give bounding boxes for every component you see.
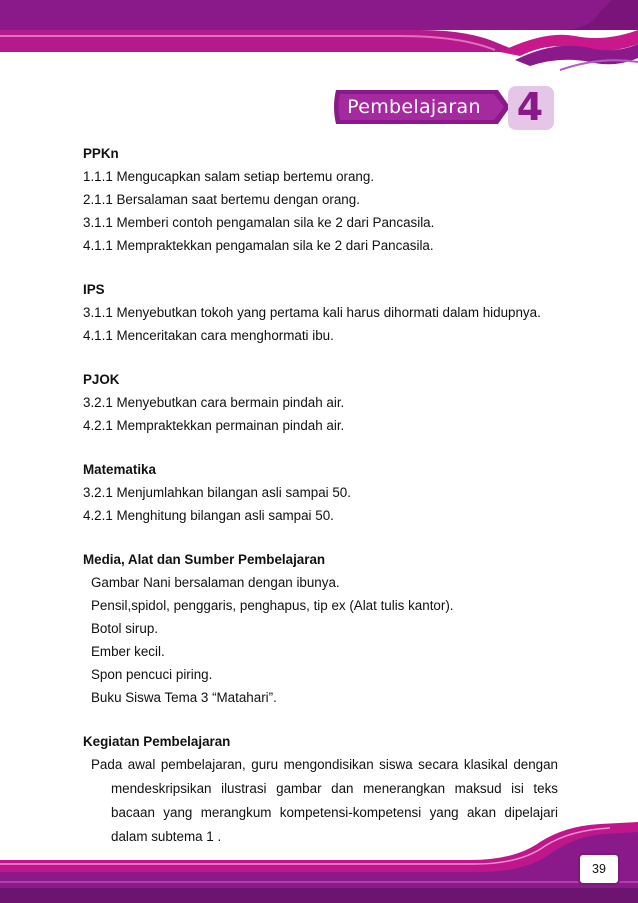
list-item: Buku Siswa Tema 3 “Matahari”.: [91, 690, 277, 705]
list-item: 3.2.1 Menyebutkan cara bermain pindah air.: [83, 395, 345, 410]
lesson-badge-label: Pembelajaran: [347, 96, 481, 118]
section-title: IPS: [83, 282, 105, 297]
list-item: 2.1.1 Bersalaman saat bertemu dengan orang.: [83, 192, 360, 207]
main-content: [83, 142, 558, 870]
list-item: 1.1.1 Mengucapkan salam setiap bertemu orang.: [83, 169, 375, 184]
list-item: 3.1.1 Menyebutkan tokoh yang pertama kali harus dihormati dalam hidupnya.: [83, 305, 541, 320]
list-item: 3.2.1 Menjumlahkan bilangan asli sampai 50.: [83, 485, 351, 500]
section-pjok: [83, 368, 558, 437]
header-decoration: [0, 0, 638, 80]
section-ips: [83, 278, 558, 347]
page-number: 39: [578, 853, 620, 885]
section-ppkn: [83, 142, 558, 257]
list-item: Pensil,spidol, penggaris, penghapus, tip ex (Alat tulis kantor).: [91, 598, 454, 613]
list-item: 4.1.1 Mempraktekkan pengamalan sila ke 2 dari Pancasila.: [83, 238, 434, 253]
list-item: Spon pencuci piring.: [91, 667, 213, 682]
lesson-badge-number: 4: [516, 85, 544, 129]
list-item: 4.2.1 Menghitung bilangan asli sampai 50.: [83, 508, 334, 523]
section-title: PJOK: [83, 372, 120, 387]
section-title: Media, Alat dan Sumber Pembelajaran: [83, 552, 326, 567]
section-matematika: [83, 458, 558, 527]
section-title: Matematika: [83, 462, 156, 477]
list-item: 4.2.1 Mempraktekkan permainan pindah air.: [83, 418, 345, 433]
list-item: Botol sirup.: [91, 621, 158, 636]
list-item: Ember kecil.: [91, 644, 165, 659]
list-item: Gambar Nani bersalaman dengan ibunya.: [91, 575, 340, 590]
section-title: PPKn: [83, 146, 119, 161]
list-item: 4.1.1 Menceritakan cara menghormati ibu.: [83, 328, 334, 343]
section-title: Kegiatan Pembelajaran: [83, 734, 231, 749]
list-item: 3.1.1 Memberi contoh pengamalan sila ke 2 dari Pancasila.: [83, 215, 435, 230]
section-media: [83, 548, 558, 709]
paragraph: Pada awal pembelajaran, guru mengondisikan siswa secara klasikal dengan mendeskripsikan ilustrasi gambar dan menerangkan maksud isi teks bacaan yang merangkum kompetensi-kompetensi yang akan dipelajari dalam subtema 1 .: [91, 757, 558, 844]
footer-decoration: [0, 820, 638, 903]
